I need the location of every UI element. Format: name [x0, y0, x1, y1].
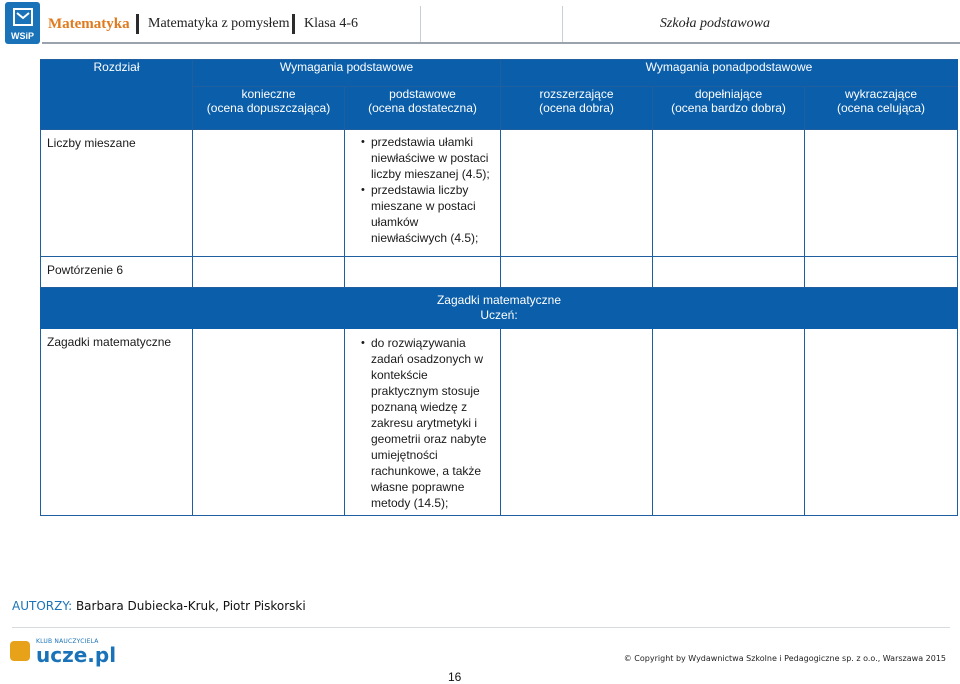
table-row: [41, 130, 958, 257]
cell-empty: [501, 257, 653, 288]
requirement-item: • do rozwiązywania zadań osadzonych w kontekście praktycznym stosuje poznaną wiedzę z zakresu arytmetyki i geometrii oraz nabyte umiejętności rachunkowe, a także własne poprawne metody (14.5);: [371, 335, 492, 511]
header-separator: [136, 14, 139, 34]
cell-rozszerzajace: [501, 130, 653, 257]
requirements-table: [40, 59, 958, 516]
col-rozdzial: Rozdział: [41, 60, 193, 130]
school-label: Szkoła podstawowa: [659, 16, 770, 31]
book-logo-icon: [12, 6, 34, 28]
page-number: 16: [448, 670, 462, 684]
header-divider: [420, 6, 421, 42]
cell-empty: [805, 257, 958, 288]
cell-empty: [345, 257, 501, 288]
footer-divider: [12, 627, 950, 628]
subject-title: Matematyka: [48, 16, 130, 32]
cell-rozszerzajace: [501, 329, 653, 516]
ucze-logo-big: ucze.pl: [36, 643, 117, 667]
authors-names: Barbara Dubiecka-Kruk, Piotr Piskorski: [75, 599, 306, 613]
header-divider: [562, 6, 563, 42]
level-rozszerzajace: rozszerzające (ocena dobra): [501, 87, 653, 130]
cell-podstawowe: [345, 130, 501, 257]
series-title: Matematyka z pomysłem: [148, 16, 290, 31]
requirement-item: • przedstawia ułamki niewłaściwe w postaci liczby mieszanej (4.5);: [371, 134, 492, 182]
level-konieczne: konieczne (ocena dopuszczająca): [193, 87, 345, 130]
logo-text: WSiP: [10, 31, 34, 41]
wsip-logo: [5, 2, 40, 44]
cell-konieczne: [193, 130, 345, 257]
level-podstawowe: podstawowe (ocena dostateczna): [345, 87, 501, 130]
section-title: Zagadki matematyczne: [436, 293, 562, 307]
cell-empty: [193, 257, 345, 288]
cell-empty: [653, 257, 805, 288]
level-wykraczajace: wykraczające (ocena celująca): [805, 87, 958, 130]
cell-podstawowe: [345, 329, 501, 516]
row-name: Zagadki matematyczne: [41, 329, 193, 516]
cell-wykraczajace: [805, 130, 958, 257]
group-basic: Wymagania podstawowe: [193, 60, 501, 87]
requirement-item: • przedstawia liczby mieszane w postaci ułamków niewłaściwych (4.5);: [371, 182, 492, 246]
group-advanced: Wymagania ponadpodstawowe: [501, 60, 958, 87]
cell-dopelniajace: [653, 329, 805, 516]
copyright: © Copyright by Wydawnictwa Szkolne i Pedagogiczne sp. z o.o., Warszawa 2015: [623, 654, 946, 663]
ucze-logo: [10, 637, 120, 667]
ucze-logo-small: KLUB NAUCZYCIELA: [36, 638, 99, 645]
cell-dopelniajace: [653, 130, 805, 257]
cell-konieczne: [193, 329, 345, 516]
section-subtitle: Uczeń:: [480, 308, 518, 322]
authors-label: AUTORZY:: [12, 599, 73, 613]
section-bar: [41, 288, 958, 329]
table-header-row: [41, 60, 958, 87]
grade-label: Klasa 4-6: [304, 16, 359, 31]
authors-line: [12, 599, 306, 613]
row-name: Liczby mieszane: [41, 130, 193, 257]
ucze-logo-icon: [10, 641, 30, 661]
level-dopelniajace: dopełniające (ocena bardzo dobra): [653, 87, 805, 130]
table-row: [41, 257, 958, 288]
cell-wykraczajace: [805, 329, 958, 516]
table-row: [41, 329, 958, 516]
header-separator: [292, 14, 295, 34]
row-name: Powtórzenie 6: [41, 257, 193, 288]
section-bar-cell: [41, 288, 958, 329]
